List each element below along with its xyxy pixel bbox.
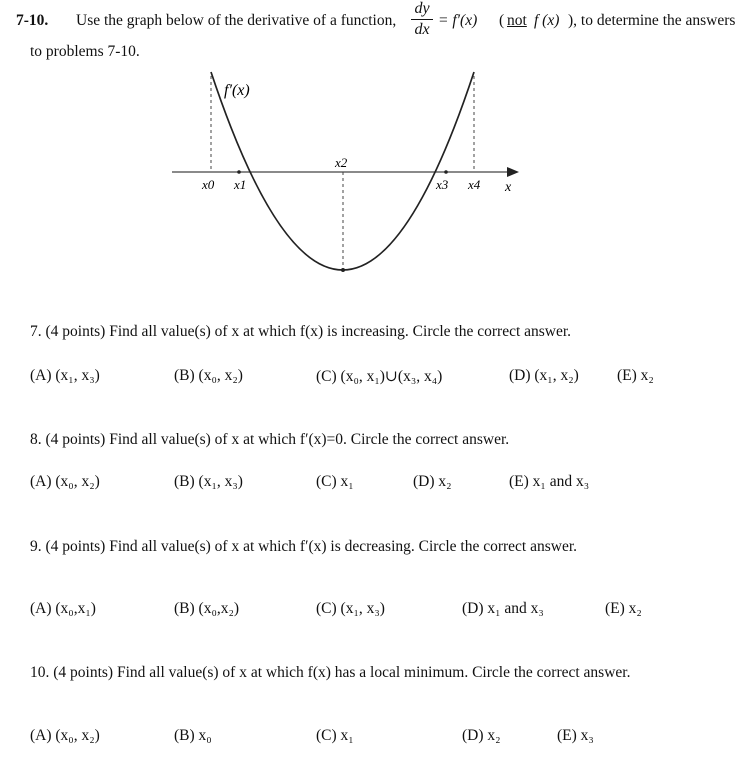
equation-rhs: = f′(x) xyxy=(438,12,478,29)
q8-choice-a[interactable]: (A) (x₀, x₂) xyxy=(30,473,100,490)
q10-choice-d[interactable]: (D) x₂ xyxy=(462,727,501,744)
q8-choice-d[interactable]: (D) x₂ xyxy=(413,473,452,490)
x-axis-label: x xyxy=(505,180,512,195)
point-label-x2: x2 xyxy=(335,155,348,170)
q9-choice-d[interactable]: (D) x₁ and x₃ xyxy=(462,600,544,617)
q10-choice-e[interactable]: (E) x₃ xyxy=(557,727,594,744)
point-label-x0: x0 xyxy=(202,177,215,192)
question-7-prompt: 7. (4 points) Find all value(s) of x at which f(x) is increasing. Circle the correct answer. xyxy=(30,323,572,340)
zero-x1-point xyxy=(237,170,241,174)
not-word: not xyxy=(507,12,527,29)
q10-choice-b[interactable]: (B) x₀ xyxy=(174,727,212,744)
q7-choice-d[interactable]: (D) (x₁, x₂) xyxy=(509,367,579,384)
q10-choice-c[interactable]: (C) x₁ xyxy=(316,727,354,744)
zero-x3-point xyxy=(444,170,448,174)
paren-close-text: ), to determine the answers xyxy=(568,12,736,29)
q9-choice-a[interactable]: (A) (x₀,x₁) xyxy=(30,600,96,617)
point-label-x1: x1 xyxy=(234,177,247,192)
derivative-graph xyxy=(0,0,756,300)
q8-choice-c[interactable]: (C) x₁ xyxy=(316,473,354,490)
q7-choice-c[interactable]: (C) (x₀, x₁)∪(x₃, x₄) xyxy=(316,368,443,385)
q8-choice-b[interactable]: (B) (x₁, x₃) xyxy=(174,473,243,490)
point-label-x3: x3 xyxy=(436,177,449,192)
x-axis-arrow-icon xyxy=(507,167,519,177)
q10-choice-a[interactable]: (A) (x₀, x₂) xyxy=(30,727,100,744)
q7-choice-e[interactable]: (E) x₂ xyxy=(617,367,654,384)
question-10-prompt: 10. (4 points) Find all value(s) of x at which f(x) has a local minimum. Circle the correct answer. xyxy=(30,664,631,681)
intro-line-2: to problems 7-10. xyxy=(30,43,140,60)
paren-open: ( xyxy=(499,12,505,29)
q9-choice-c[interactable]: (C) (x₁, x₃) xyxy=(316,600,385,617)
curve-label: f′(x) xyxy=(224,82,250,99)
fraction-denominator: dx xyxy=(414,21,430,38)
problem-range: 7-10. xyxy=(16,12,49,29)
question-8-prompt: 8. (4 points) Find all value(s) of x at which f′(x)=0. Circle the correct answer. xyxy=(30,431,510,448)
question-9-prompt: 9. (4 points) Find all value(s) of x at which f′(x) is decreasing. Circle the correct answer. xyxy=(30,538,578,555)
minimum-point xyxy=(341,268,345,272)
q8-choice-e[interactable]: (E) x₁ and x₃ xyxy=(509,473,590,490)
not-f-expression: f (x) xyxy=(534,12,560,29)
q9-choice-e[interactable]: (E) x₂ xyxy=(605,600,642,617)
intro-text: Use the graph below of the derivative of a function, xyxy=(76,12,397,29)
q7-choice-b[interactable]: (B) (x₀, x₂) xyxy=(174,367,243,384)
q9-choice-b[interactable]: (B) (x₀,x₂) xyxy=(174,600,240,617)
point-label-x4: x4 xyxy=(468,177,481,192)
q7-choice-a[interactable]: (A) (x₁, x₃) xyxy=(30,367,100,384)
fraction-numerator: dy xyxy=(414,0,430,17)
